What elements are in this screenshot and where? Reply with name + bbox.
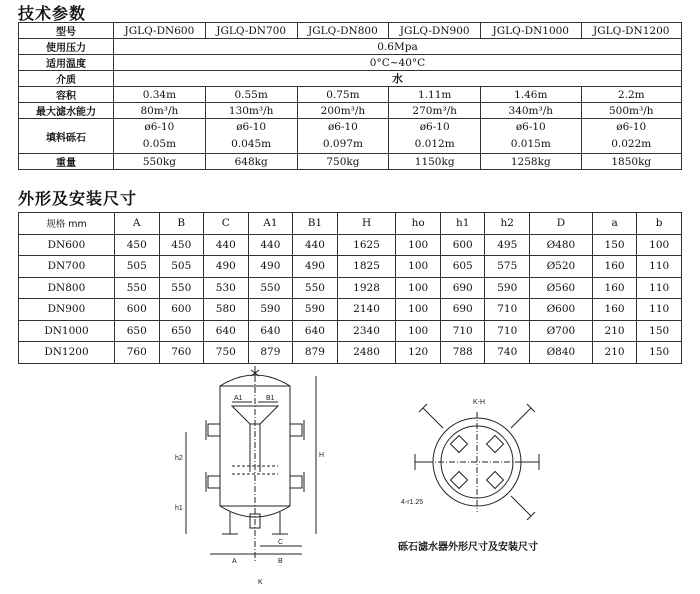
b1-label: B1 (266, 395, 275, 402)
dims-cell: 505 (159, 256, 204, 278)
dims-cell: 160 (592, 299, 637, 321)
nozzle-nw (423, 408, 443, 428)
model-row (19, 23, 682, 39)
model-cell: JGLQ-DN900 (389, 23, 481, 39)
dims-row (19, 320, 682, 342)
dims-cell: 600 (440, 234, 485, 256)
dims-cell: Ø700 (530, 320, 593, 342)
dims-cell: 690 (440, 299, 485, 321)
dims-cell: 640 (293, 320, 338, 342)
dims-cell: 2480 (337, 342, 396, 364)
support-pad (487, 436, 504, 453)
dims-cell: 879 (248, 342, 293, 364)
gravel-amount: 0.045m (231, 138, 272, 150)
dims-cell: 650 (114, 320, 159, 342)
volume-cell: 0.75m (297, 87, 389, 103)
dims-cell: 550 (114, 277, 159, 299)
dims-spec-cell: DN1200 (19, 342, 115, 364)
dims-cell: Ø480 (530, 234, 593, 256)
dims-header-cell: C (204, 213, 249, 235)
model-cell: JGLQ-DN700 (205, 23, 297, 39)
dims-cell: 590 (485, 277, 530, 299)
dims-cell: 879 (293, 342, 338, 364)
dims-cell: 690 (440, 277, 485, 299)
dims-cell: Ø520 (530, 256, 593, 278)
support-pad (451, 436, 468, 453)
gravel-label: 填料砾石 (19, 119, 114, 154)
dims-cell: 490 (204, 256, 249, 278)
dims-cell: 440 (248, 234, 293, 256)
dims-cell: 1625 (337, 234, 396, 256)
pressure-row (19, 39, 682, 55)
model-cell: JGLQ-DN800 (297, 23, 389, 39)
capacity-label: 最大滤水能力 (19, 103, 114, 119)
drawing-caption: 砾石滤水器外形尺寸及安装尺寸 (398, 542, 538, 553)
dims-cell: 100 (396, 277, 441, 299)
dims-header-cell: D (530, 213, 593, 235)
dims-header-cell: h2 (485, 213, 530, 235)
dims-row (19, 234, 682, 256)
gravel-cell (297, 119, 389, 154)
capacity-cell: 270m³/h (389, 103, 481, 119)
gravel-amount: 0.097m (322, 138, 363, 150)
model-label: 型号 (19, 23, 114, 39)
capacity-cell: 80m³/h (114, 103, 206, 119)
gravel-cell (114, 119, 206, 154)
dims-cell: 210 (592, 320, 637, 342)
c-dim-label: C (278, 539, 284, 546)
dims-row (19, 277, 682, 299)
dims-cell: 100 (396, 256, 441, 278)
dims-body (19, 234, 682, 363)
dims-row (19, 256, 682, 278)
dims-title: 外形及安装尺寸 (18, 189, 138, 208)
dims-header-cell: ho (396, 213, 441, 235)
volume-cell: 0.34m (114, 87, 206, 103)
dims-cell: 440 (204, 234, 249, 256)
dims-header-cell: B1 (293, 213, 338, 235)
dims-cell: 110 (637, 277, 682, 299)
dims-header-cell: A1 (248, 213, 293, 235)
gravel-row (19, 119, 682, 154)
gravel-cell (481, 119, 581, 154)
weight-cell: 1850kg (581, 154, 682, 170)
left-outlet (208, 476, 220, 488)
pressure-label: 使用压力 (19, 39, 114, 55)
support-pad (487, 472, 504, 489)
dims-spec-cell: DN1000 (19, 320, 115, 342)
dims-cell: 788 (440, 342, 485, 364)
dims-cell: 605 (440, 256, 485, 278)
dims-cell: 110 (637, 256, 682, 278)
dims-header-cell: b (637, 213, 682, 235)
dims-cell: 450 (159, 234, 204, 256)
dims-cell: 1825 (337, 256, 396, 278)
dims-cell: 150 (637, 320, 682, 342)
kh-label: K-H (473, 399, 486, 406)
dims-cell: 710 (485, 299, 530, 321)
filter-plan-drawing (395, 392, 555, 532)
dims-cell: 490 (248, 256, 293, 278)
dims-cell: 100 (396, 320, 441, 342)
volume-cell: 2.2m (581, 87, 682, 103)
dims-cell: 2140 (337, 299, 396, 321)
dims-cell: 640 (204, 320, 249, 342)
gravel-amount: 0.05m (142, 138, 177, 150)
dims-table (18, 212, 682, 364)
dims-cell: 1928 (337, 277, 396, 299)
volume-row (19, 87, 682, 103)
right-outlet (290, 476, 302, 488)
gravel-cell (389, 119, 481, 154)
gravel-size: ø6-10 (616, 121, 647, 133)
dims-row (19, 299, 682, 321)
medium-value: 水 (114, 71, 682, 87)
weight-cell: 1258kg (481, 154, 581, 170)
dims-cell: 450 (114, 234, 159, 256)
dims-spec-cell: DN700 (19, 256, 115, 278)
gravel-cell (581, 119, 682, 154)
dims-cell: 750 (204, 342, 249, 364)
capacity-cell: 500m³/h (581, 103, 682, 119)
temperature-row (19, 55, 682, 71)
left-nozzle (208, 424, 220, 436)
weight-cell: 550kg (114, 154, 206, 170)
holes-label: 4-r1.25 (401, 499, 424, 506)
dims-spec-cell: DN900 (19, 299, 115, 321)
dims-cell: 110 (637, 299, 682, 321)
dims-cell: 550 (293, 277, 338, 299)
capacity-cell: 340m³/h (481, 103, 581, 119)
dims-cell: 490 (293, 256, 338, 278)
dims-cell: 710 (485, 320, 530, 342)
volume-cell: 1.11m (389, 87, 481, 103)
dims-header-cell: a (592, 213, 637, 235)
weight-cell: 1150kg (389, 154, 481, 170)
gravel-amount: 0.022m (611, 138, 652, 150)
volume-cell: 0.55m (205, 87, 297, 103)
capacity-cell: 130m³/h (205, 103, 297, 119)
dims-cell: 650 (159, 320, 204, 342)
dims-header-cell: B (159, 213, 204, 235)
dims-cell: Ø840 (530, 342, 593, 364)
dims-cell: 600 (114, 299, 159, 321)
h2-label: h2 (175, 455, 183, 462)
dims-cell: 120 (396, 342, 441, 364)
dims-cell: 100 (637, 234, 682, 256)
gravel-size: ø6-10 (419, 121, 450, 133)
dims-cell: 550 (248, 277, 293, 299)
weight-cell: 648kg (205, 154, 297, 170)
k-label: K (258, 579, 263, 586)
right-nozzle (290, 424, 302, 436)
h1-label: h1 (175, 505, 183, 512)
specs-table (18, 22, 682, 170)
dims-cell: 210 (592, 342, 637, 364)
dims-cell: 600 (159, 299, 204, 321)
weight-cell: 750kg (297, 154, 389, 170)
capacity-cell: 200m³/h (297, 103, 389, 119)
dims-cell: 530 (204, 277, 249, 299)
support-pad (451, 472, 468, 489)
dims-cell: 100 (396, 234, 441, 256)
gravel-amount: 0.012m (414, 138, 455, 150)
dims-cell: 440 (293, 234, 338, 256)
filter-elevation-drawing (170, 362, 340, 592)
model-cell: JGLQ-DN1000 (481, 23, 581, 39)
dims-cell: 590 (293, 299, 338, 321)
weight-label: 重量 (19, 154, 114, 170)
pressure-value: 0.6Mpa (114, 39, 682, 55)
dims-header-cell: H (337, 213, 396, 235)
dims-cell: 710 (440, 320, 485, 342)
dims-cell: 590 (248, 299, 293, 321)
capacity-row (19, 103, 682, 119)
dims-cell: 580 (204, 299, 249, 321)
dims-cell: 640 (248, 320, 293, 342)
medium-label: 介质 (19, 71, 114, 87)
dims-cell: 150 (637, 342, 682, 364)
gravel-size: ø6-10 (515, 121, 546, 133)
a1-label: A1 (234, 395, 243, 402)
dims-header-cell: h1 (440, 213, 485, 235)
b-dim-label: B (278, 558, 283, 565)
dims-header-cell: A (114, 213, 159, 235)
volume-cell: 1.46m (481, 87, 581, 103)
model-cell: JGLQ-DN1200 (581, 23, 682, 39)
dims-cell: 575 (485, 256, 530, 278)
dims-spec-cell: DN800 (19, 277, 115, 299)
dims-cell: 160 (592, 256, 637, 278)
dims-cell: 150 (592, 234, 637, 256)
model-cell: JGLQ-DN600 (114, 23, 206, 39)
specs-title: 技术参数 (18, 4, 87, 23)
volume-label: 容积 (19, 87, 114, 103)
gravel-size: ø6-10 (144, 121, 175, 133)
dims-cell: 100 (396, 299, 441, 321)
dims-cell: 760 (114, 342, 159, 364)
medium-row (19, 71, 682, 87)
dims-cell: 505 (114, 256, 159, 278)
dims-cell: 550 (159, 277, 204, 299)
dims-header-cell: 规格 mm (19, 213, 115, 235)
dims-header-row (19, 213, 682, 235)
dims-cell: Ø560 (530, 277, 593, 299)
h-label: H (319, 452, 325, 459)
gravel-size: ø6-10 (236, 121, 267, 133)
nozzle-se (511, 496, 531, 516)
gravel-amount: 0.015m (510, 138, 551, 150)
dims-row (19, 342, 682, 364)
dims-cell: 740 (485, 342, 530, 364)
nozzle-ne (511, 408, 531, 428)
dims-cell: 495 (485, 234, 530, 256)
gravel-size: ø6-10 (327, 121, 358, 133)
gravel-cell (205, 119, 297, 154)
dims-spec-cell: DN600 (19, 234, 115, 256)
temperature-label: 适用温度 (19, 55, 114, 71)
dims-cell: 160 (592, 277, 637, 299)
a-dim-label: A (232, 558, 237, 565)
dims-cell: 2340 (337, 320, 396, 342)
dims-cell: Ø600 (530, 299, 593, 321)
temperature-value: 0°C~40°C (114, 55, 682, 71)
weight-row (19, 154, 682, 170)
dims-cell: 760 (159, 342, 204, 364)
